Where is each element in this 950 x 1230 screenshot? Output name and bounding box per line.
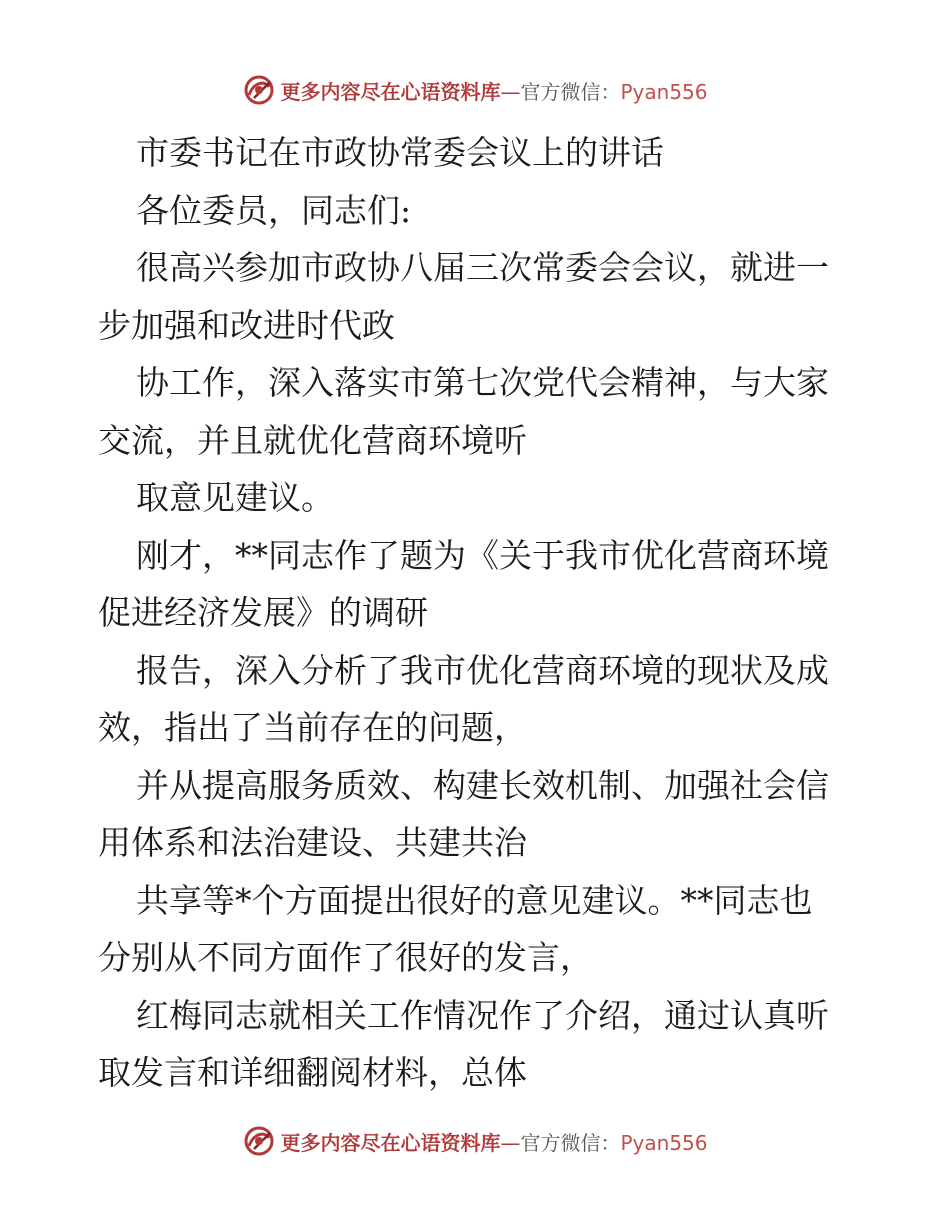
site-name: 更多内容尽在心语资料库 [280, 79, 501, 104]
paragraph-line: 取发言和详细翻阅材料，总体 [98, 1053, 527, 1092]
paragraph-line: 分别从不同方面作了很好的发言， [98, 938, 593, 977]
paragraph-line: 协工作，深入落实市第七次党代会精神，与大家 [136, 363, 829, 402]
site-name: 更多内容尽在心语资料库 [280, 1130, 501, 1155]
paragraph-line: 刚才，**同志作了题为《关于我市优化营商环境 [136, 535, 829, 575]
wechat-label: 官方微信： [520, 79, 621, 104]
paragraph-line: 促进经济发展》的调研 [98, 593, 428, 632]
wechat-id: Pyan556 [620, 1130, 708, 1155]
paragraph-line: 很高兴参加市政协八届三次常委会会议，就进一 [136, 248, 829, 287]
paragraph-line: 交流，并且就优化营商环境听 [98, 420, 527, 460]
document-body [98, 124, 853, 1102]
banner-dash: — [500, 1130, 521, 1155]
paragraph-line: 并从提高服务质效、构建长效机制、加强社会信 [136, 765, 829, 805]
paragraph-line: 报告，深入分析了我市优化营商环境的现状及成 [136, 650, 829, 690]
document-title: 市委书记在市政协常委会议上的讲话 [136, 133, 664, 172]
banner-dash: — [500, 79, 521, 104]
paragraph-line: 取意见建议。 [136, 478, 334, 517]
paragraph-line: 步加强和改进时代政 [98, 305, 395, 345]
red-swirl-logo-icon [242, 1124, 276, 1158]
wechat-label: 官方微信： [520, 1130, 621, 1155]
paragraph-line: 用体系和法治建设、共建共治 [98, 823, 527, 862]
footer-banner [0, 1121, 950, 1161]
salutation: 各位委员，同志们: [136, 190, 412, 230]
paragraph-line: 共享等*个方面提出很好的意见建议。**同志也 [136, 880, 813, 920]
paragraph-line: 效，指出了当前存在的问题， [98, 708, 527, 747]
paragraph-line: 红梅同志就相关工作情况作了介绍，通过认真听 [136, 995, 829, 1035]
red-swirl-logo-icon [242, 73, 276, 107]
wechat-id: Pyan556 [620, 79, 708, 104]
header-banner [0, 70, 950, 110]
